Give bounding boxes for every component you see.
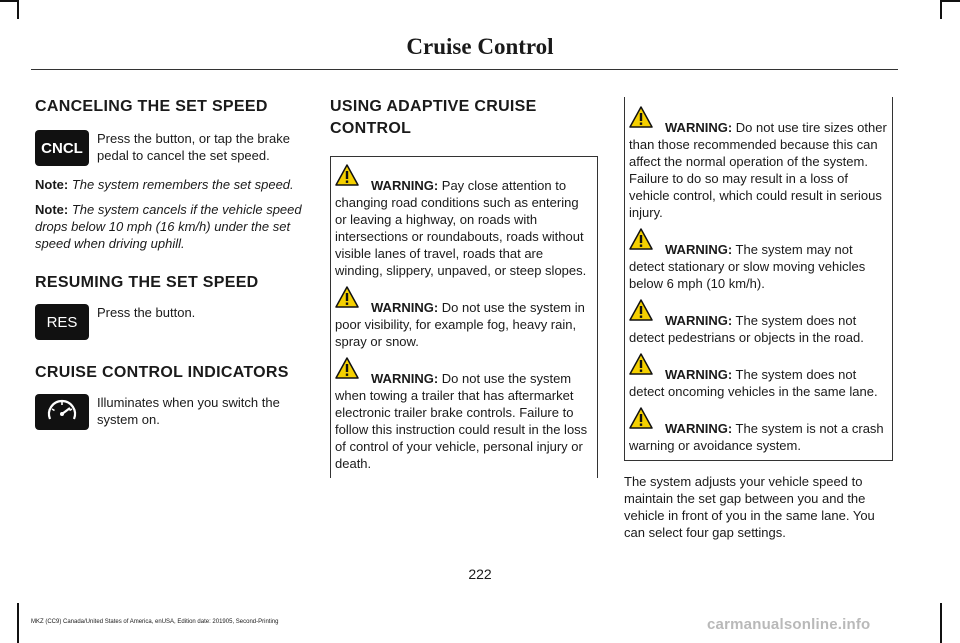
crop-mark xyxy=(940,0,942,19)
watermark: carmanualsonline.info xyxy=(707,616,871,633)
page-number: 222 xyxy=(468,566,492,582)
warning-label: WARNING: xyxy=(665,242,733,257)
body-paragraph: The system adjusts your vehicle speed to maintain the set gap between you and the vehicle in front of you in the same lane. You can select four gap settings. xyxy=(624,474,875,540)
warning xyxy=(629,241,888,292)
column-3 xyxy=(624,97,893,541)
warning-body: Do not use tire sizes other than those recommended because this can affect the normal operation of the system. Failure to do so may result in a loss of vehicle control, which could result in serious injury. xyxy=(629,120,887,220)
section-heading: CRUISE CONTROL INDICATORS xyxy=(35,364,289,381)
section-heading: CONTROL xyxy=(330,120,412,137)
warning-text xyxy=(629,420,888,454)
crop-mark xyxy=(940,603,942,643)
speedometer-icon xyxy=(42,397,82,427)
warning-icon xyxy=(335,164,359,186)
warning xyxy=(629,366,888,400)
page-title: Cruise Control xyxy=(406,34,554,59)
icon-label: RES xyxy=(46,313,78,331)
warning-label: WARNING: xyxy=(371,371,439,386)
warning-icon xyxy=(629,299,653,321)
warning-body: The system is not a crash warning or avoidance system. xyxy=(629,421,884,453)
warning-label: WARNING: xyxy=(371,300,439,315)
instruction-text: Press the button. xyxy=(97,305,196,320)
warning-body: Do not use the system when towing a trailer that has aftermarket electronic trailer brake controls. Failure to follow this instruction could result in the loss of control of your vehicle, personal injury or death. xyxy=(335,371,588,471)
warning-icon xyxy=(629,407,653,429)
column-2 xyxy=(330,96,598,478)
resume-instruction xyxy=(35,304,305,344)
warning xyxy=(335,299,593,350)
instruction-text: Illuminates when you switch the system on. xyxy=(97,395,280,427)
warning-icon xyxy=(335,357,359,379)
warning-icon xyxy=(629,106,653,128)
warning xyxy=(335,370,593,472)
section-heading: CANCELING THE SET SPEED xyxy=(35,98,268,115)
note xyxy=(35,176,305,193)
instruction-text: Press the button, or tap the brake pedal to cancel the set speed. xyxy=(97,131,290,163)
warning xyxy=(629,420,888,454)
warning-label: WARNING: xyxy=(371,178,439,193)
res-button-icon xyxy=(35,304,89,340)
warning-body: Do not use the system in poor visibility, for example fog, heavy rain, spray or snow. xyxy=(335,300,585,349)
cancel-instruction xyxy=(35,130,305,170)
warning-icon xyxy=(629,228,653,250)
crop-mark xyxy=(17,603,19,643)
warning-body: The system may not detect stationary or slow moving vehicles below 6 mph (10 km/h). xyxy=(629,242,866,291)
warning-text xyxy=(629,366,888,400)
note-text: The system remembers the set speed. xyxy=(68,177,294,192)
warning-box xyxy=(624,97,893,461)
warning-label: WARNING: xyxy=(665,367,733,382)
note-label: Note: xyxy=(35,177,69,192)
warning xyxy=(629,119,888,221)
crop-mark xyxy=(17,0,19,19)
warning xyxy=(335,177,593,279)
warning-text xyxy=(335,299,593,350)
icon-label: CNCL xyxy=(41,139,83,157)
warning-icon xyxy=(335,286,359,308)
warning-label: WARNING: xyxy=(665,120,733,135)
warning-text xyxy=(335,370,593,472)
warning-icon xyxy=(629,353,653,375)
warning-box xyxy=(330,156,598,478)
column-1 xyxy=(35,96,305,434)
warning-body: The system does not detect pedestrians or objects in the road. xyxy=(629,313,864,345)
warning-label: WARNING: xyxy=(665,421,733,436)
header-rule xyxy=(31,69,898,70)
section-heading: USING ADAPTIVE CRUISE xyxy=(330,98,537,115)
warning-text xyxy=(629,312,888,346)
note xyxy=(35,201,305,252)
speedometer-icon xyxy=(35,394,89,430)
note-text: The system cancels if the vehicle speed drops below 10 mph (16 km/h) under the set speed when driving uphill. xyxy=(35,202,302,251)
warning-text xyxy=(335,177,593,279)
edition-footer: MKZ (CC9) Canada/United States of America, enUSA, Edition date: 201905, Second-Printing xyxy=(31,619,279,625)
warning-label: WARNING: xyxy=(665,313,733,328)
note-label: Note: xyxy=(35,202,69,217)
indicator-instruction xyxy=(35,394,305,434)
warning-text xyxy=(629,119,888,221)
warning-body: Pay close attention to changing road conditions such as entering or leaving a highway, on roads with intersections or roundabouts, roads without visible lanes of travel, roads that are winding, slippery, unpaved, or steep slopes. xyxy=(335,178,587,278)
section-heading: RESUMING THE SET SPEED xyxy=(35,274,259,291)
warning xyxy=(629,312,888,346)
crop-mark xyxy=(940,0,960,2)
cncl-button-icon xyxy=(35,130,89,166)
warning-text xyxy=(629,241,888,292)
warning-body: The system does not detect oncoming vehicles in the same lane. xyxy=(629,367,878,399)
